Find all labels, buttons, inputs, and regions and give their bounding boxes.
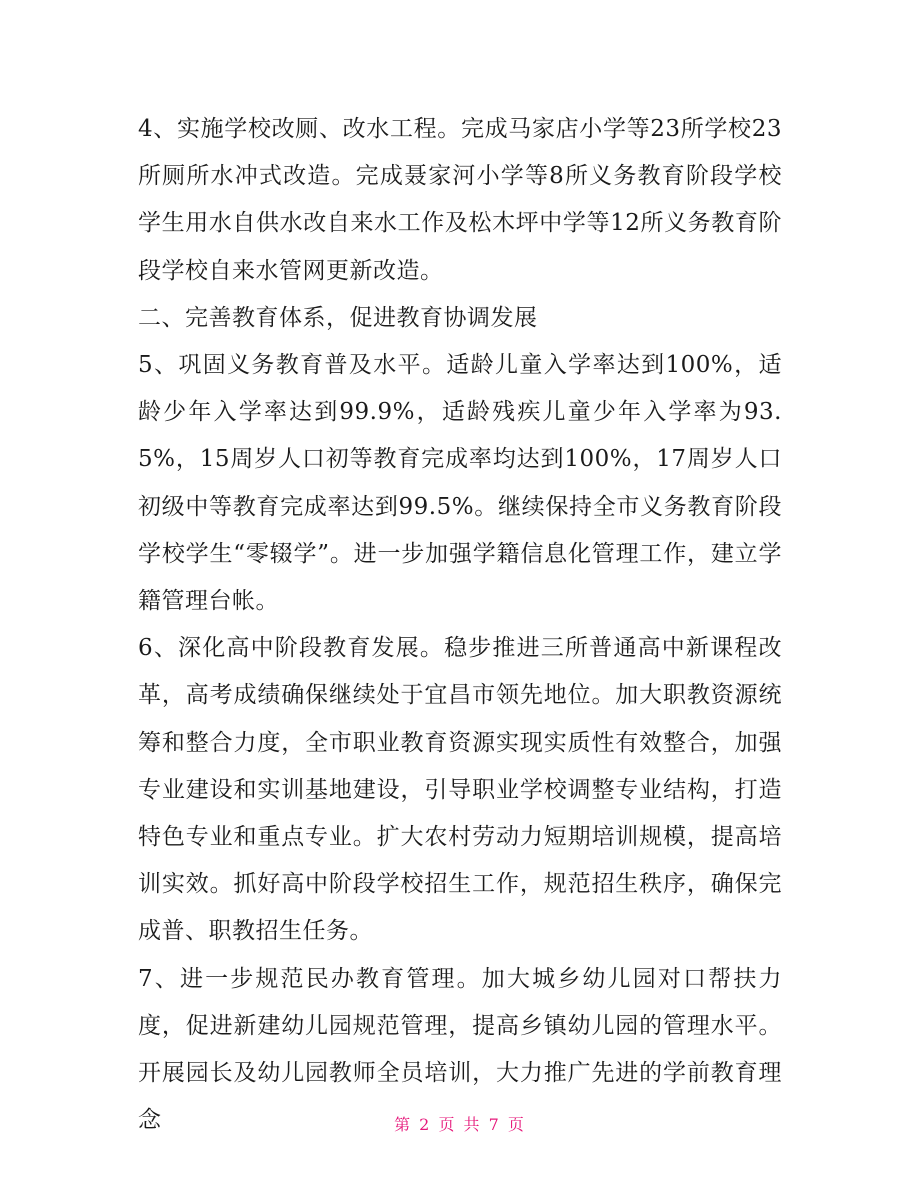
section-heading: 二、完善教育体系，促进教育协调发展 (138, 304, 538, 331)
page-number-footer: 第 2 页 共 7 页 (394, 1115, 526, 1134)
paragraph-item-6: 6、深化高中阶段教育发展。稳步推进三所普通高中新课程改革，高考成绩确保继续处于宜昌市领先地位。加大职教资源统筹和整合力度，全市职业教育资源实现实质性有效整合，加强专业建设和实训基地建设，引导职业学校调整专业结构，打造特色专业和重点专业。扩大农村劳动力短期培训规模，提高培训实效。抓好高中阶段学校招生工作，规范招生秩序，确保完成普、职教招生任务。 (138, 635, 782, 945)
paragraph-item-7: 7、进一步规范民办教育管理。加大城乡幼儿园对口帮扶力度，促进新建幼儿园规范管理，提高乡镇幼儿园的管理水平。开展园长及幼儿园教师全员培训，大力推广先进的学前教育理念 (138, 965, 782, 1134)
paragraph-item-5: 5、巩固义务教育普及水平。适龄儿童入学率达到100%，适龄少年入学率达到99.9%，适龄残疾儿童少年入学率为93.5%，15周岁人口初等教育完成率均达到100%，17周岁人口初级中等教育完成率达到99.5%。继续保持全市义务教育阶段学校学生“零辍学”。进一步加强学籍信息化管理工作，建立学籍管理台帐。 (138, 352, 782, 615)
paragraph-item-4: 4、实施学校改厕、改水工程。完成马家店小学等23所学校23所厕所水冲式改造。完成聂家河小学等8所义务教育阶段学校学生用水自供水改自来水工作及松木坪中学等12所义务教育阶段学校自来水管网更新改造。 (138, 116, 782, 284)
document-body (138, 106, 782, 1144)
